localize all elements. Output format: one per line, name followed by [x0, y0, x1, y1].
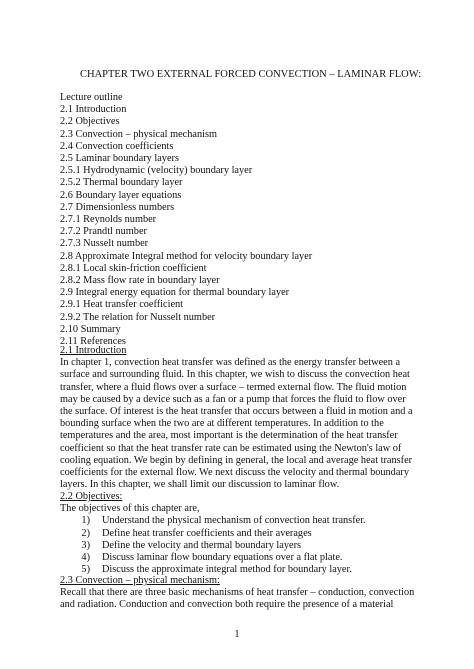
paragraph-line: may be caused by a device such as a fan or a pump that forces the fluid to flow over: [60, 393, 406, 405]
outline-item: 2.7.1 Reynolds number: [60, 214, 157, 226]
list-text: Discuss the approximate integral method for boundary layer.: [102, 564, 352, 576]
paragraph-line: In chapter 1, convection heat transfer was defined as the energy transfer between a: [60, 357, 401, 369]
paragraph-line: coefficients for the external flow. We next discuss the velocity and thermal boundary: [60, 467, 409, 479]
outline-item: 2.5 Laminar boundary layers: [60, 153, 179, 165]
list-number: 5): [81, 564, 90, 576]
list-number: 1): [81, 515, 90, 527]
outline-item: 2.8.1 Local skin-friction coefficient: [60, 262, 207, 274]
list-number: 3): [81, 539, 90, 551]
paragraph-line: temperatures and the area, most important is the determination of the heat transfer: [60, 430, 398, 442]
paragraph-line: bounding surface when the two are at different temperatures. In addition to the: [60, 418, 384, 430]
list-text: Define heat transfer coefficients and their averages: [102, 527, 312, 539]
objectives-intro: The objectives of this chapter are,: [60, 503, 200, 515]
outline-item: 2.5.1 Hydrodynamic (velocity) boundary layer: [60, 165, 253, 177]
outline-item: 2.8.2 Mass flow rate in boundary layer: [60, 275, 220, 287]
list-text: Define the velocity and thermal boundary layers: [102, 539, 301, 551]
paragraph-line: layers. In this chapter, we shall limit our discussion to laminar flow.: [60, 479, 340, 491]
paragraph-line: coefficient so that the heat transfer rate can be estimated using the Newton's law of: [60, 442, 402, 454]
chapter-title: CHAPTER TWO EXTERNAL FORCED CONVECTION – LAMINAR FLOW:: [80, 69, 422, 80]
list-item: [60, 515, 430, 527]
list-item: [60, 528, 430, 540]
outline-item: 2.2 Objectives: [60, 116, 120, 128]
paragraph-line: and radiation. Conduction and convection both require the presence of a material: [60, 599, 394, 611]
paragraph-line: surface and surrounding fluid. In this chapter, we wish to discuss the convection heat: [60, 369, 410, 381]
outline-item: 2.1 Introduction: [60, 104, 127, 116]
list-item: [60, 552, 430, 564]
objectives-heading: 2.2 Objectives:: [60, 491, 123, 502]
list-text: Understand the physical mechanism of convection heat transfer.: [102, 515, 366, 527]
paragraph-line: Recall that there are three basic mechanisms of heat transfer – conduction, convection: [60, 587, 415, 599]
outline-item: 2.3 Convection – physical mechanism: [60, 128, 217, 140]
paragraph-line: the surface. Of interest is the heat transfer that occurs between a fluid in motion and a: [60, 406, 413, 418]
lecture-outline: [60, 92, 440, 348]
outline-heading: Lecture outline: [60, 92, 123, 103]
introduction-section: [60, 345, 430, 491]
outline-item: 2.5.2 Thermal boundary layer: [60, 177, 183, 189]
list-number: 4): [81, 552, 90, 564]
outline-item: 2.6 Boundary layer equations: [60, 189, 182, 201]
outline-item: 2.9 Integral energy equation for thermal boundary layer: [60, 287, 290, 299]
page-number: 1: [234, 629, 240, 640]
outline-item: 2.8 Approximate Integral method for velocity boundary layer: [60, 250, 313, 262]
outline-item: 2.9.1 Heat transfer coefficient: [60, 299, 184, 311]
list-item: [60, 540, 430, 552]
list-text: Discuss laminar flow boundary equations over a flat plate.: [102, 552, 343, 564]
outline-item: 2.9.2 The relation for Nusselt number: [60, 311, 216, 323]
outline-item: 2.4 Convection coefficients: [60, 140, 174, 152]
objectives-list: [60, 515, 430, 576]
outline-item: 2.7 Dimensionless numbers: [60, 201, 175, 213]
outline-item: 2.11 References: [60, 336, 126, 348]
introduction-heading: 2.1 Introduction: [60, 345, 127, 356]
outline-item: 2.7.2 Prandtl number: [60, 226, 147, 238]
convection-section: [60, 575, 430, 612]
outline-item: 2.10 Summary: [60, 323, 121, 335]
paragraph-line: cooling equation. We begin by defining in general, the local and average heat transfer: [60, 454, 413, 466]
paragraph-line: transfer, where a fluid flows over a surface – termed external flow. The fluid motion: [60, 381, 407, 393]
convection-paragraph: [60, 587, 430, 611]
outline-item: 2.7.3 Nusselt number: [60, 238, 149, 250]
objectives-section: [60, 491, 430, 576]
list-number: 2): [81, 527, 90, 539]
convection-heading: 2.3 Convection – physical mechanism:: [60, 575, 220, 586]
introduction-paragraph: [60, 357, 430, 491]
